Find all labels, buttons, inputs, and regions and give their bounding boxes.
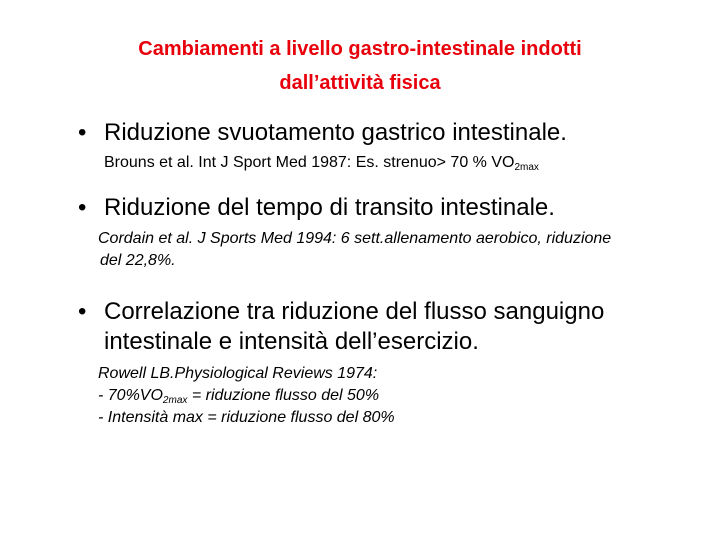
reference-1 bbox=[104, 152, 539, 174]
slide-title bbox=[60, 32, 660, 100]
reference-2 bbox=[98, 228, 611, 272]
reference-text: Brouns et al. Int J Sport Med 1987: Es. strenuo> 70 % VO bbox=[104, 154, 515, 171]
reference-line-1: Cordain et al. J Sports Med 1994: 6 sett.allenamento aerobico, riduzione bbox=[98, 230, 612, 247]
reference-line-3: - Intensità max = riduzione flusso del 80% bbox=[98, 409, 395, 426]
bullet-item-2 bbox=[78, 193, 555, 223]
reference-subscript: 2max bbox=[514, 162, 539, 173]
bullet-text-line-2: intestinale e intensità dell’esercizio. bbox=[104, 328, 479, 355]
reference-text: = riduzione flusso del 50% bbox=[187, 387, 380, 404]
reference-line-2: del 22,8%. bbox=[100, 252, 176, 269]
slide-title-line-2: dall’attività fisica bbox=[279, 72, 441, 94]
reference-subscript: 2max bbox=[162, 395, 188, 406]
bullet-item-3 bbox=[78, 297, 604, 357]
reference-3 bbox=[98, 363, 395, 429]
reference-line-1: Rowell LB.Physiological Reviews 1974: bbox=[98, 365, 378, 382]
bullet-item-1 bbox=[78, 118, 567, 148]
bullet-marker: • bbox=[78, 194, 87, 221]
bullet-text: Riduzione del tempo di transito intestinale. bbox=[104, 194, 555, 221]
bullet-text: Riduzione svuotamento gastrico intestinale. bbox=[104, 119, 567, 146]
bullet-marker: • bbox=[78, 119, 87, 146]
slide-title-line-1: Cambiamenti a livello gastro-intestinale indotti bbox=[138, 38, 582, 60]
bullet-text-line-1: Correlazione tra riduzione del flusso sanguigno bbox=[104, 298, 605, 325]
reference-text: - 70%VO bbox=[98, 387, 163, 404]
reference-line-2 bbox=[98, 385, 395, 407]
bullet-marker: • bbox=[78, 298, 87, 325]
